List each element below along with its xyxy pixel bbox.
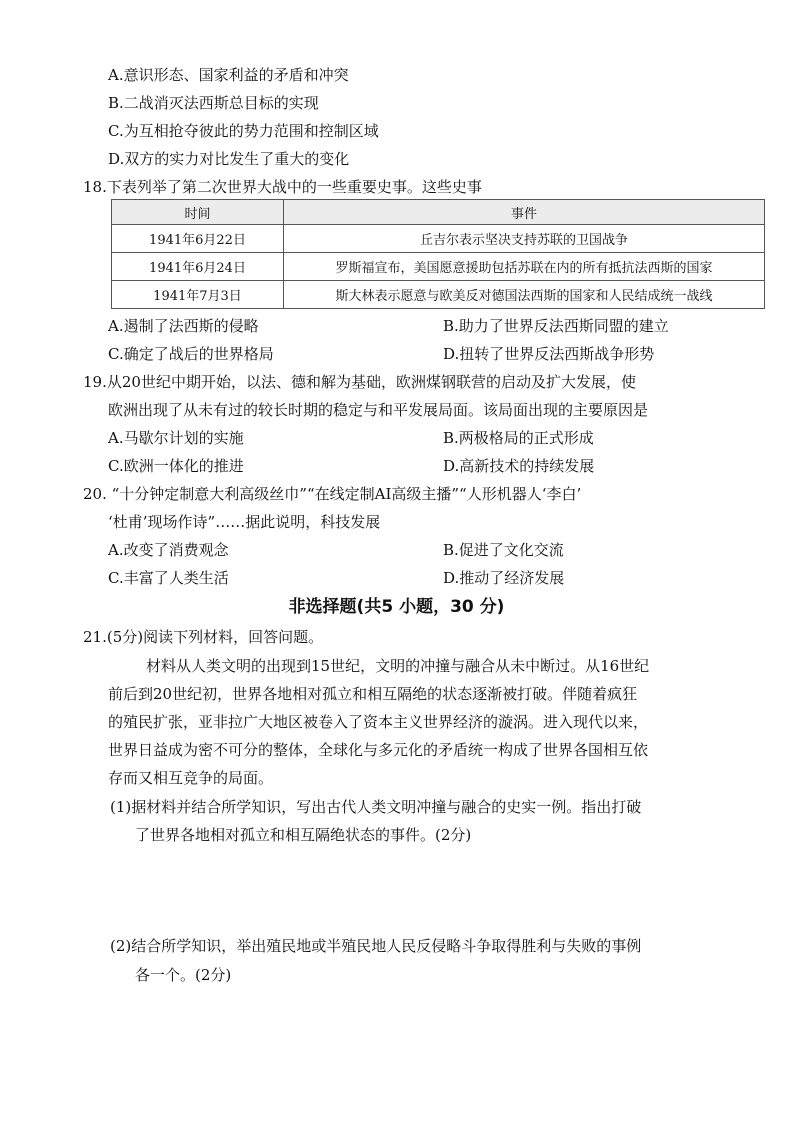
q21-material-line: 存而又相互竞争的局面。	[108, 769, 274, 787]
table-cell-event: 罗斯福宣布，美国愿意援助包括苏联在内的所有抵抗法西斯的国家	[284, 253, 765, 281]
q19-stem-line2: 欧洲出现了从未有过的较长时期的稳定与和平发展局面。该局面出现的主要原因是	[108, 401, 649, 419]
q19-option-b: B.两极格局的正式形成	[443, 429, 594, 447]
table-cell-event: 丘吉尔表示坚决支持苏联的卫国战争	[284, 225, 765, 253]
q18-option-c: C.确定了战后的世界格局	[108, 345, 274, 363]
q19-option-a: A.马歇尔计划的实施	[108, 429, 244, 447]
q18-events-table	[111, 199, 765, 309]
table-cell-event: 斯大林表示愿意与欧美反对德国法西斯的国家和人民结成统一战线	[284, 281, 765, 309]
q21-sub2-line2: 各一个。(2分)	[135, 966, 232, 984]
q21-material-line: 前后到20世纪初，世界各地相对孤立和相互隔绝的状态逐渐被打破。伴随着疯狂	[108, 685, 638, 703]
table-header-row	[112, 200, 765, 225]
table-header-event: 事件	[284, 200, 765, 225]
q21-material-line: 的殖民扩张，亚非拉广大地区被卷入了资本主义世界经济的漩涡。进入现代以来，	[108, 713, 649, 731]
q21-sub1-line1: (1)据材料并结合所学知识，写出古代人类文明冲撞与融合的史实一例。指出打破	[110, 798, 642, 816]
table-cell-date: 1941年7月3日	[112, 281, 284, 309]
q19-option-d: D.高新技术的持续发展	[443, 457, 595, 475]
q18-option-d: D.扭转了世界反法西斯战争形势	[443, 345, 655, 363]
q19-stem-line1: 19.从20世纪中期开始，以法、德和解为基础，欧洲煤钢联营的启动及扩大发展，使	[83, 373, 636, 391]
q21-material-line: 材料从人类文明的出现到15世纪，文明的冲撞与融合从未中断过。从16世纪	[146, 657, 650, 675]
q20-option-b: B.促进了文化交流	[443, 541, 564, 559]
q18-option-b: B.助力了世界反法西斯同盟的建立	[443, 317, 669, 335]
q21-material-line: 世界日益成为密不可分的整体，全球化与多元化的矛盾统一构成了世界各国相互依	[108, 741, 649, 759]
table-row	[112, 225, 765, 253]
q20-option-a: A.改变了消费观念	[108, 541, 229, 559]
q20-option-c: C.丰富了人类生活	[108, 569, 229, 587]
table-header-date: 时间	[112, 200, 284, 225]
q21-stem: 21.(5分)阅读下列材料，回答问题。	[83, 628, 324, 646]
q19-option-c: C.欧洲一体化的推进	[108, 457, 244, 475]
q21-sub1-line2: 了世界各地相对孤立和相互隔绝状态的事件。(2分)	[135, 826, 472, 844]
section-title: 非选择题(共5 小题，30 分)	[288, 597, 505, 617]
q21-sub2-line1: (2)结合所学知识，举出殖民地或半殖民地人民反侵略斗争取得胜利与失败的事例	[110, 937, 642, 955]
q20-option-d: D.推动了经济发展	[443, 569, 565, 587]
q17-option-a: A.意识形态、国家利益的矛盾和冲突	[108, 66, 349, 84]
q20-stem-line1: 20. “十分钟定制意大利高级丝巾”“在线定制AI高级主播”“人形机器人‘李白’	[83, 485, 582, 503]
q17-option-d: D.双方的实力对比发生了重大的变化	[108, 150, 350, 168]
q17-option-b: B.二战消灭法西斯总目标的实现	[108, 94, 319, 112]
table-row	[112, 253, 765, 281]
table-cell-date: 1941年6月24日	[112, 253, 284, 281]
table-cell-date: 1941年6月22日	[112, 225, 284, 253]
q20-stem-line2: ‘杜甫’现场作诗”……据此说明，科技发展	[108, 513, 381, 531]
q18-option-a: A.遏制了法西斯的侵略	[108, 317, 259, 335]
table-row	[112, 281, 765, 309]
q18-stem: 18.下表列举了第二次世界大战中的一些重要史事。这些史事	[83, 178, 482, 196]
q17-option-c: C.为互相抢夺彼此的势力范围和控制区域	[108, 122, 379, 140]
